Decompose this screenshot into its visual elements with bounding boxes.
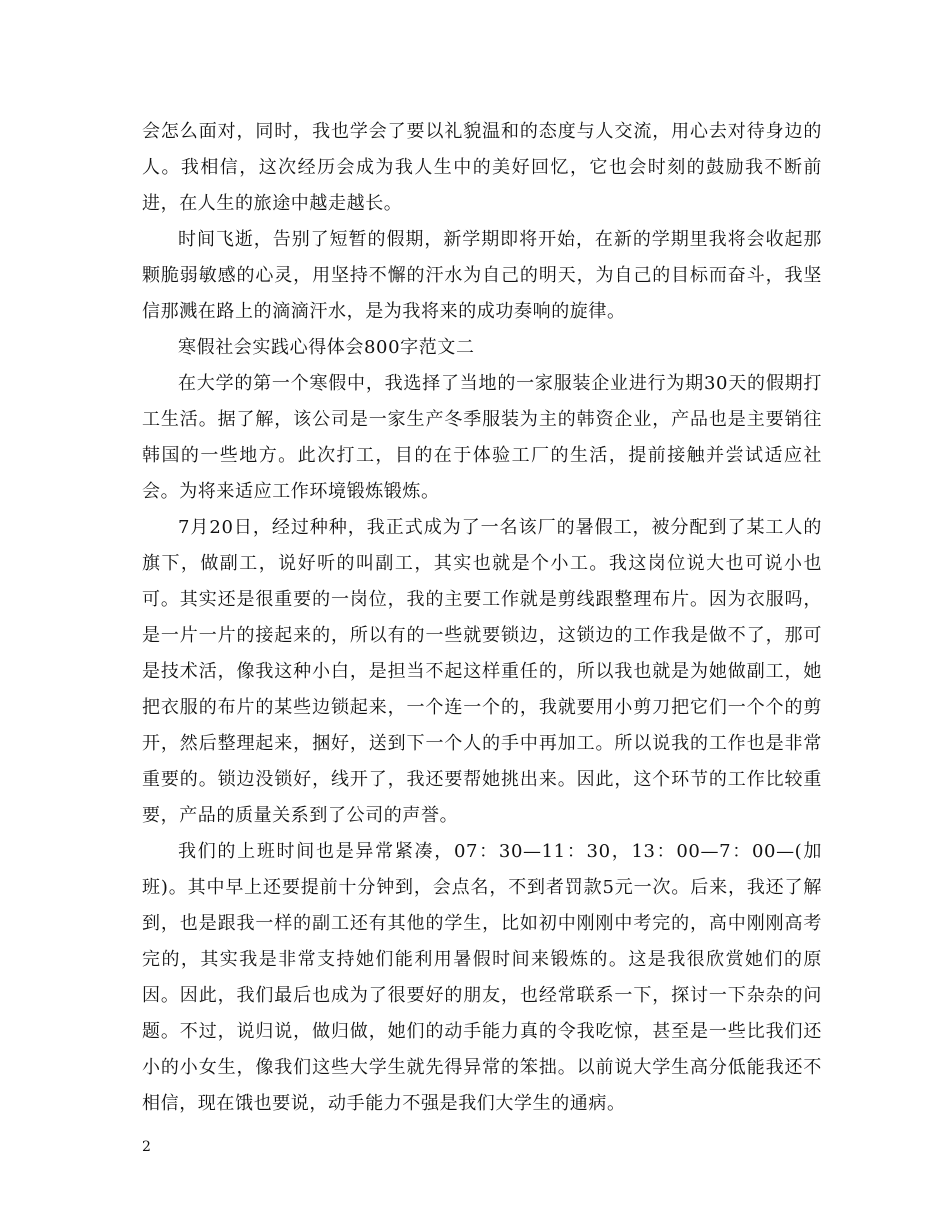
paragraph-work-hours: 我们的上班时间也是异常紧凑，07：30—11：30，13：00—7：00—(加班)。其中早上还要提前十分钟到，会点名，不到者罚款5元一次。后来，我还了解到，也是跟我一样的副工还有其他的学生，比如初中刚刚中考完的，高中刚刚高考完的，其实我是非常支持她们能利用暑假时间来锻炼的。这是我很欣赏她们的原因。因此，我们最后也成为了很要好的朋友，也经常联系一下，探讨一下杂杂的问题。不过，说归说，做归做，她们的动手能力真的令我吃惊，甚至是一些比我们还小的小女生，像我们这些大学生就先得异常的笨拙。以前说大学生高分低能我还不相信，现在饿也要说，动手能力不强是我们大学生的通病。	[142, 841, 822, 1114]
paragraph-first-winter-break: 在大学的第一个寒假中，我选择了当地的一家服装企业进行为期30天的假期打工生活。据了解，该公司是一家生产冬季服装为主的韩资企业，产品也是主要销往韩国的一些地方。此次打工，目的在于体验工厂的生活，提前接触并尝试适应社会。为将来适应工作环境锻炼锻炼。	[142, 373, 822, 502]
paragraph-july-20: 7月20日，经过种种，我正式成为了一名该厂的暑假工，被分配到了某工人的旗下，做副工，说好听的叫副工，其实也就是个小工。我这岗位说大也可说小也可。其实还是很重要的一岗位，我的主要工作就是剪线跟整理布片。因为衣服吗，是一片一片的接起来的，所以有的一些就要锁边，这锁边的工作我是做不了，那可是技术活，像我这种小白，是担当不起这样重任的，所以我也就是为她做副工，她把衣服的布片的某些边锁起来，一个连一个的，我就要用小剪刀把它们一个个的剪开，然后整理起来，捆好，送到下一个人的手中再加工。所以说我的工作也是非常重要的。锁边没锁好，线开了，我还要帮她挑出来。因此，这个环节的工作比较重要，产品的质量关系到了公司的声誉。	[142, 517, 822, 826]
document-body	[142, 114, 822, 1122]
paragraph-continued: 会怎么面对，同时，我也学会了要以礼貌温和的态度与人交流，用心去对待身边的人。我相信，这次经历会成为我人生中的美好回忆，它也会时刻的鼓励我不断前进，在人生的旅途中越走越长。	[142, 121, 822, 214]
paragraph-new-semester: 时间飞逝，告别了短暂的假期，新学期即将开始，在新的学期里我将会收起那颗脆弱敏感的心灵，用坚持不懈的汗水为自己的明天，为自己的目标而奋斗，我坚信那溅在路上的滴滴汗水，是为我将来的成功奏响的旋律。	[142, 229, 822, 322]
page-number: 2	[142, 1139, 151, 1155]
section-heading: 寒假社会实践心得体会800字范文二	[178, 337, 475, 358]
